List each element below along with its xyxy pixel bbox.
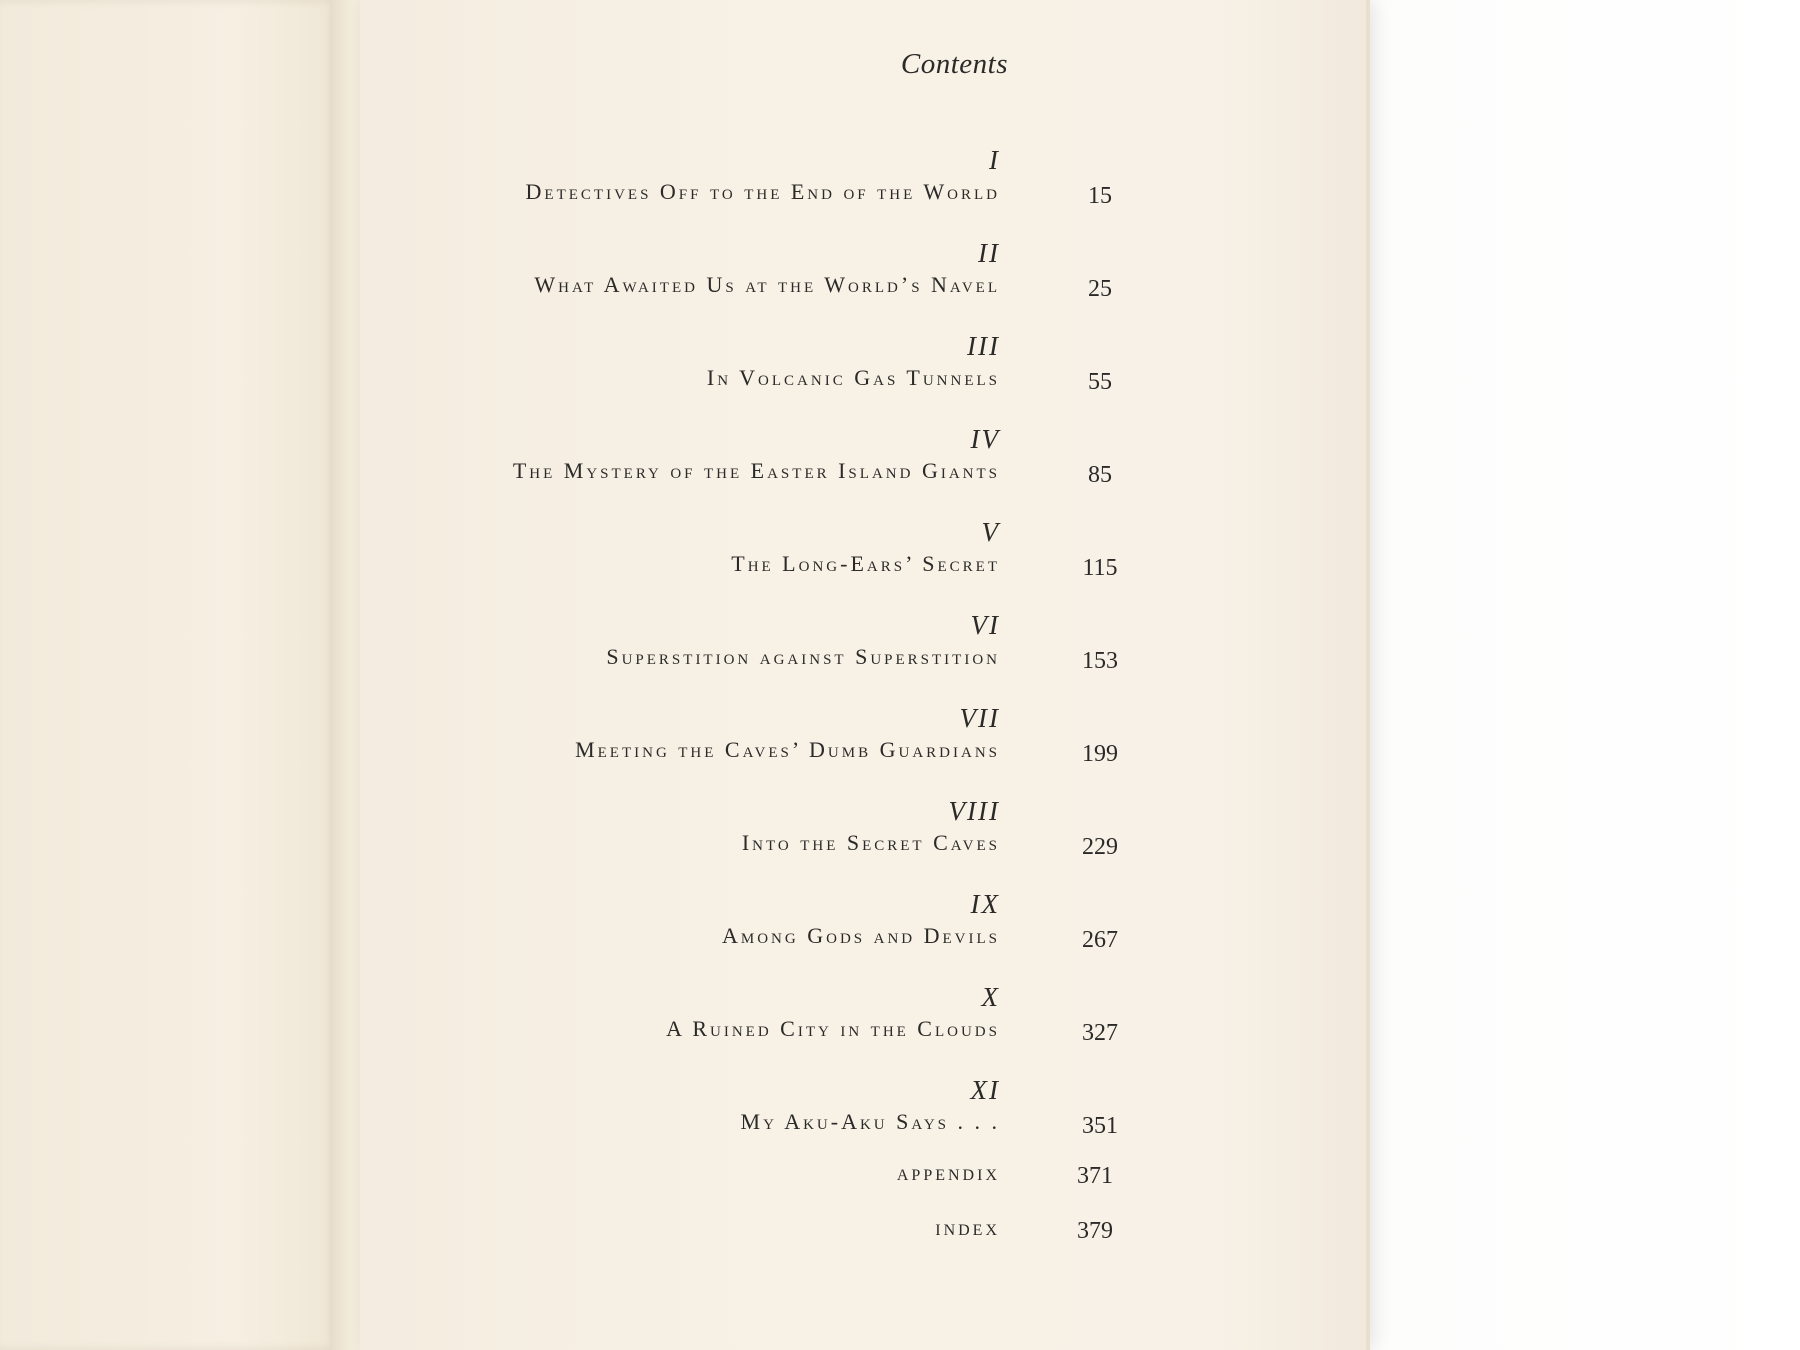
chapter-title: What Awaited Us at the World’s Navel	[534, 272, 1000, 297]
toc-entry	[380, 424, 1150, 514]
toc-entry	[380, 982, 1150, 1072]
toc-entry	[380, 703, 1150, 793]
chapter-title: In Volcanic Gas Tunnels	[706, 365, 1000, 390]
chapter-numeral: II	[978, 238, 1000, 268]
toc-entry	[380, 331, 1150, 421]
chapter-numeral: IX	[970, 889, 1000, 919]
toc-entry	[380, 796, 1150, 886]
chapter-title: Superstition against Superstition	[606, 644, 1000, 669]
chapter-numeral: VIII	[948, 796, 1000, 826]
toc-entry	[380, 145, 1150, 235]
chapter-page-number: 15	[1088, 183, 1112, 209]
chapter-numeral: I	[989, 145, 1000, 175]
index-label: INDEX	[935, 1222, 1000, 1239]
chapter-page-number: 85	[1088, 462, 1112, 488]
chapter-title: The Long-Ears’ Secret	[731, 551, 1000, 576]
chapter-page-number: 115	[1082, 555, 1118, 581]
chapter-title: My Aku-Aku Says . . .	[740, 1109, 1000, 1134]
chapter-numeral: V	[981, 517, 1000, 547]
chapter-page-number: 267	[1082, 927, 1118, 953]
left-blank-page	[0, 0, 338, 1350]
chapter-title: Detectives Off to the End of the World	[525, 179, 1000, 204]
contents-heading: Contents	[900, 48, 1008, 80]
toc-appendix-entry	[380, 1163, 1150, 1203]
chapter-page-number: 229	[1082, 834, 1118, 860]
chapter-page-number: 199	[1082, 741, 1118, 767]
appendix-label: APPENDIX	[896, 1167, 1000, 1184]
toc-entry	[380, 889, 1150, 979]
chapter-title: Meeting the Caves’ Dumb Guardians	[575, 737, 1000, 762]
toc-entry	[380, 238, 1150, 328]
chapter-numeral: VI	[970, 610, 1000, 640]
chapter-page-number: 55	[1088, 369, 1112, 395]
chapter-title: The Mystery of the Easter Island Giants	[512, 458, 1000, 483]
chapter-page-number: 25	[1088, 276, 1112, 302]
chapter-page-number: 351	[1082, 1113, 1118, 1139]
chapter-title: Into the Secret Caves	[741, 830, 1000, 855]
chapter-numeral: III	[967, 331, 1000, 361]
chapter-numeral: VII	[959, 703, 1000, 733]
chapter-title: Among Gods and Devils	[722, 923, 1000, 948]
chapter-numeral: X	[981, 982, 1000, 1012]
chapter-page-number: 153	[1082, 648, 1118, 674]
toc-entry	[380, 610, 1150, 700]
toc-entry	[380, 1075, 1150, 1165]
appendix-page-number: 371	[1077, 1163, 1113, 1189]
chapter-numeral: IV	[970, 424, 1000, 454]
toc-entry	[380, 517, 1150, 607]
toc-index-entry	[380, 1218, 1150, 1258]
page-edge	[1366, 0, 1370, 1350]
index-page-number: 379	[1077, 1218, 1113, 1244]
chapter-numeral: XI	[970, 1075, 1000, 1105]
chapter-page-number: 327	[1082, 1020, 1118, 1046]
chapter-title: A Ruined City in the Clouds	[666, 1016, 1000, 1041]
